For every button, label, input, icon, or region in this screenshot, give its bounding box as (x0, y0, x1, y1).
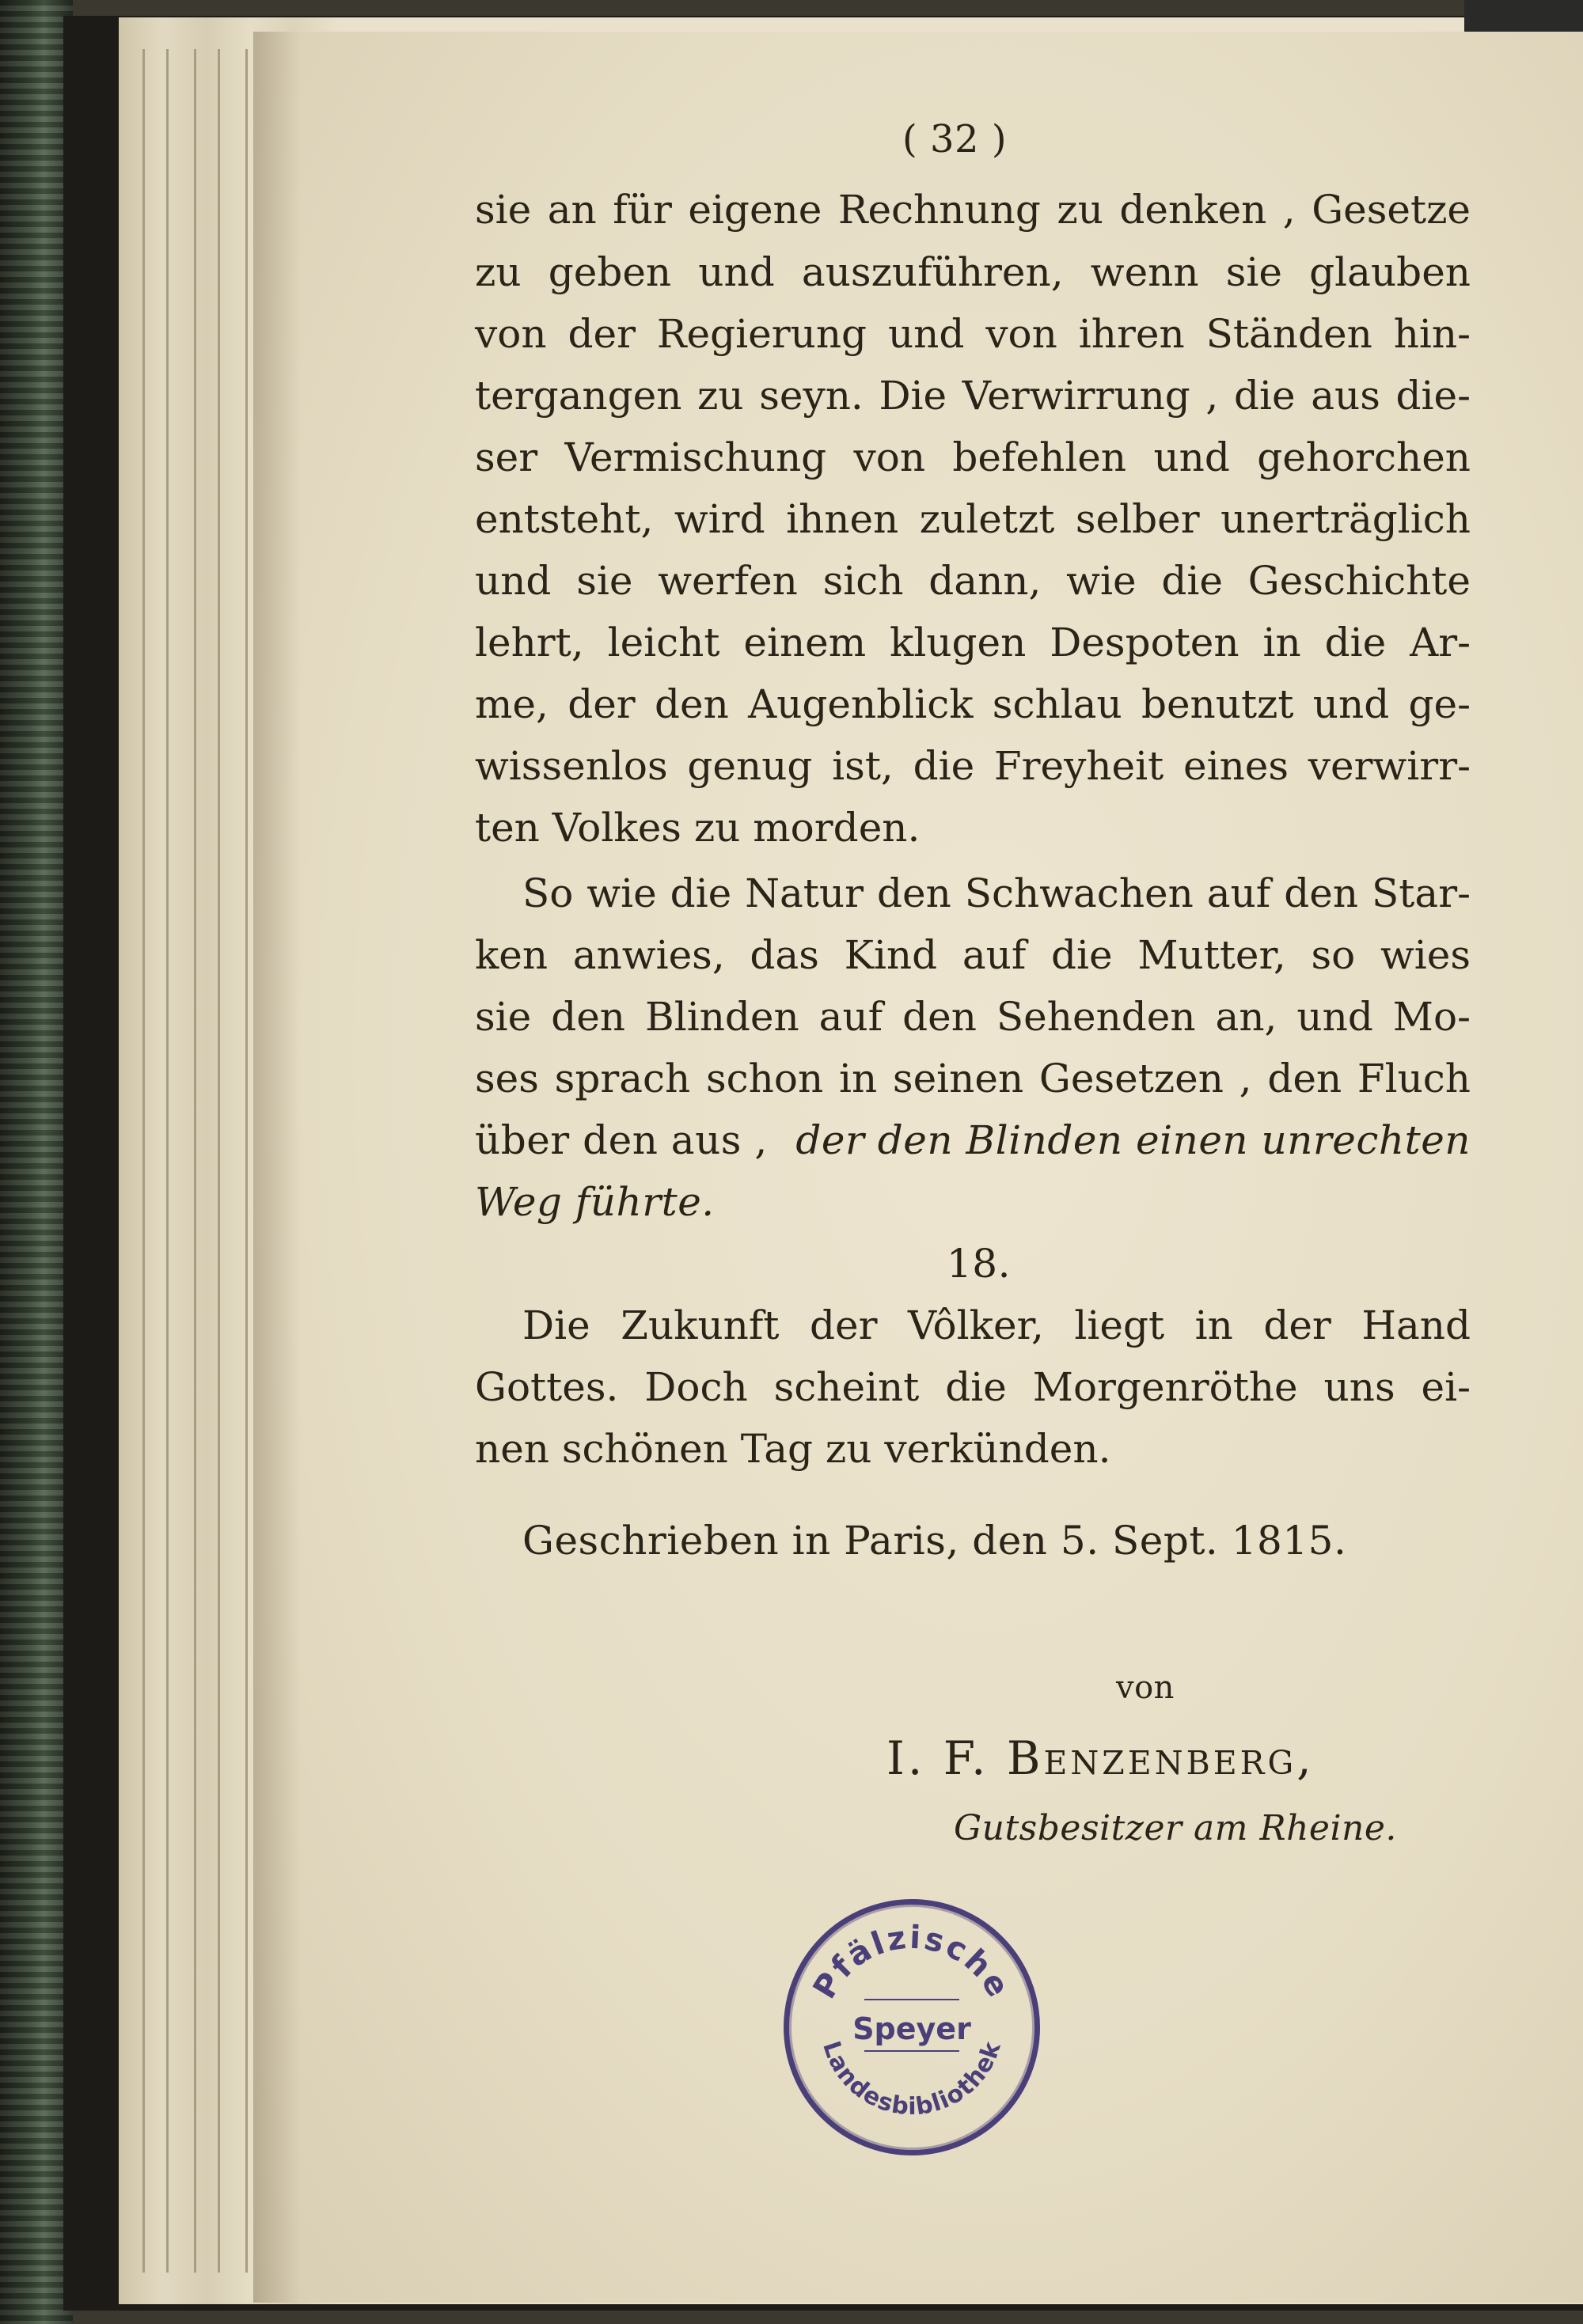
text-line: tergangen zu seyn. Die Verwirrung , die aus die- (475, 373, 1471, 419)
svg-text:Speyer: Speyer (852, 2011, 971, 2046)
book-cover-edge (0, 0, 73, 2324)
section-number: 18. (947, 1241, 1012, 1287)
dateline: Geschrieben in Paris, den 5. Sept. 1815. (522, 1518, 1347, 1564)
text-line: nen schönen Tag zu verkünden. (475, 1426, 1111, 1472)
signature-title: Gutsbesitzer am Rheine. (954, 1808, 1397, 1848)
svg-text:Landesbibliothek: Landesbibliothek (817, 2038, 1007, 2121)
svg-text:Pfälzische: Pfälzische (806, 1919, 1018, 2005)
text-line: ses sprach schon in seinen Gesetzen , den Fluch (475, 1056, 1471, 1101)
text-line: entsteht, wird ihnen zuletzt selber unerträglich (475, 496, 1471, 542)
text-line: zu geben und auszuführen, wenn sie glauben (475, 249, 1471, 295)
page-edge (245, 49, 248, 2273)
text-line: ken anwies, das Kind auf die Mutter, so wies (475, 932, 1471, 978)
text-line-italic: Weg führte. (475, 1179, 715, 1225)
library-stamp (784, 1899, 1040, 2155)
text-line: me, der den Augenblick schlau benutzt und ge- (475, 681, 1471, 727)
text-line: ten Volkes zu morden. (475, 805, 921, 851)
text-line: und sie werfen sich dann, wie die Geschichte (475, 558, 1471, 604)
stamp-graphic (789, 1905, 1034, 2150)
page-number: ( 32 ) (902, 117, 1008, 161)
text-line-plain: über den aus , (475, 1117, 768, 1163)
text-line-italic: der den Blinden einen unrechten (795, 1117, 1471, 1163)
text-line: lehrt, leicht einem klugen Despoten in die Ar- (475, 620, 1471, 665)
text-line: sie an für eigene Rechnung zu denken , Gesetze (475, 187, 1471, 233)
text-line: So wie die Natur den Schwachen auf den Star- (522, 870, 1471, 916)
text-line: ser Vermischung von befehlen und gehorchen (475, 434, 1471, 480)
text-line: sie den Blinden auf den Sehenden an, und Mo- (475, 994, 1471, 1040)
page-edge (194, 49, 196, 2273)
signature-von: von (1116, 1670, 1175, 1706)
page-edge (218, 49, 220, 2273)
text-line: Die Zukunft der Vôlker, liegt in der Hand (522, 1302, 1471, 1348)
signature-name: I. F. Benzenberg, (886, 1731, 1315, 1785)
page-edge (166, 49, 169, 2273)
text-line: wissenlos genug ist, die Freyheit eines verwirr- (475, 743, 1471, 789)
page-edge (142, 49, 145, 2273)
text-line: Gottes. Doch scheint die Morgenröthe uns ei- (475, 1364, 1471, 1410)
text-line: von der Regierung und von ihren Ständen hin- (475, 311, 1471, 357)
